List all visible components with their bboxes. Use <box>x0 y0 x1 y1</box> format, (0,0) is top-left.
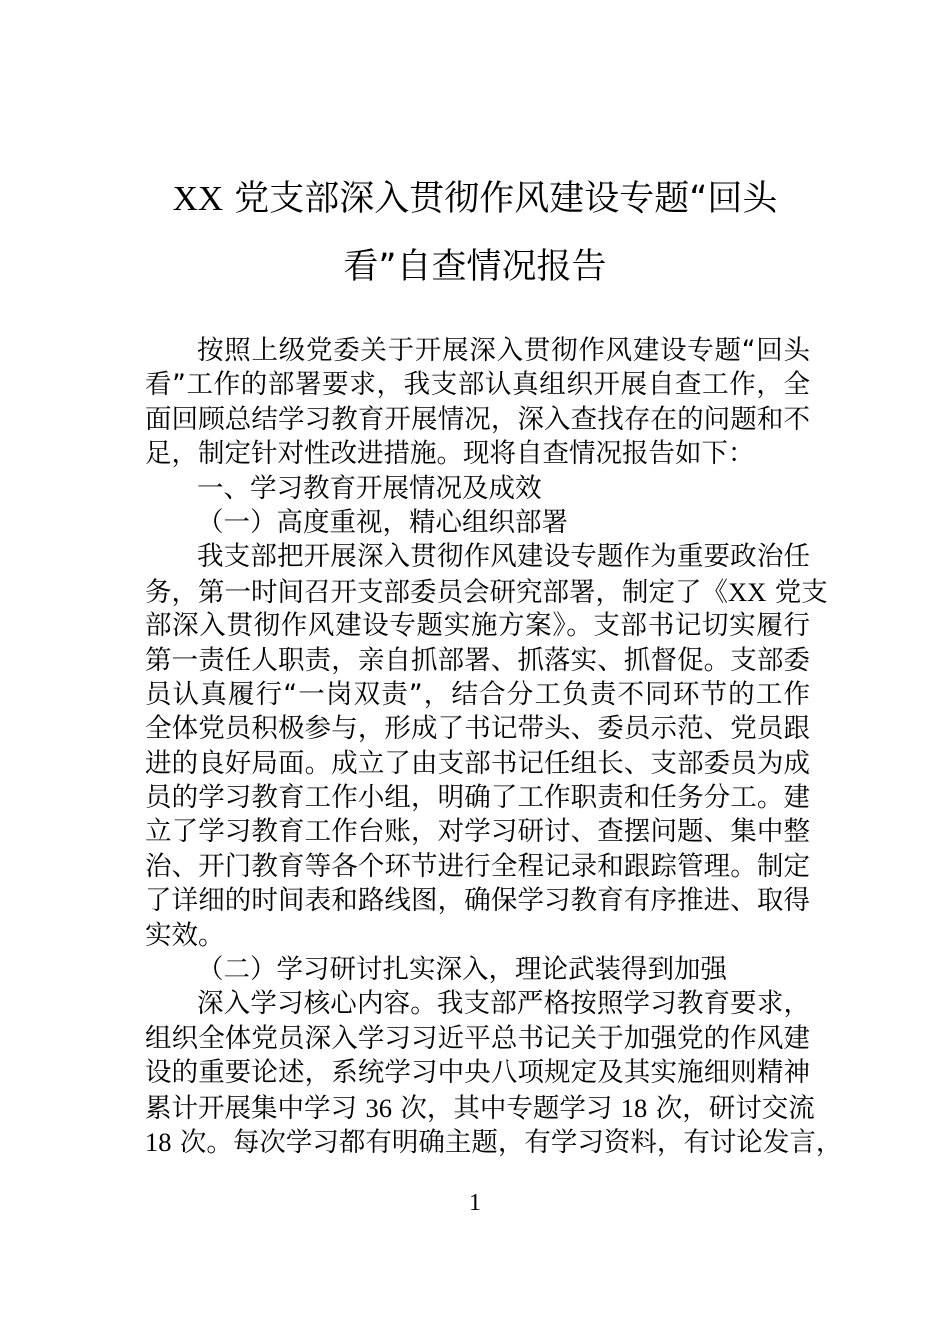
paragraph-line: 立了学习教育工作台账，对学习研讨、查摆问题、集中整 <box>145 816 810 848</box>
document-title-line-2: 看”自查情况报告 <box>343 247 607 287</box>
paragraph-line <box>145 1125 843 1159</box>
intro-line: 面回顾总结学习教育开展情况，深入查找存在的问题和不 <box>145 403 810 435</box>
intro-line: 按照上级党委关于开展深入贯彻作风建设专题“回头 <box>197 335 810 366</box>
paragraph-line: 设的重要论述，系统学习中央八项规定及其实施细则精神 <box>145 1057 810 1089</box>
intro-line: 看”工作的部署要求，我支部认真组织开展自查工作，全 <box>145 369 810 401</box>
paragraph-line-text: 务，第一时间召开支部委员会研究部署，制定了《 <box>145 576 728 608</box>
document-title-line-1 <box>0 176 950 222</box>
title-line-1-text: 党支部深入贯彻作风建设专题“回头 <box>223 179 778 219</box>
paragraph-line: 第一责任人职责，亲自抓部署、抓落实、抓督促。支部委 <box>145 644 810 676</box>
stat-special-topic-sessions: 18 <box>620 1092 648 1123</box>
paragraph-line-text: 次，其中专题学习 <box>391 1092 621 1124</box>
stat-discussion-sessions: 18 <box>145 1126 172 1157</box>
subsection-heading-2: （二）学习研讨扎实深入，理论武装得到加强 <box>197 954 727 986</box>
plan-name-xx: XX <box>728 576 767 607</box>
section-heading-1: 一、学习教育开展情况及成效 <box>197 472 542 504</box>
paragraph-line-text: 次，研讨交流 <box>647 1092 815 1124</box>
intro-line: 足，制定针对性改进措施。现将自查情况报告如下： <box>145 438 755 470</box>
paragraph-line: 治、开门教育等各个环节进行全程记录和跟踪管理。制定 <box>145 850 810 882</box>
stat-total-sessions: 36 <box>365 1092 392 1123</box>
paragraph-line: 全体党员积极参与，形成了书记带头、委员示范、党员跟 <box>145 713 810 745</box>
paragraph-line: 组织全体党员深入学习习近平总书记关于加强党的作风建 <box>145 1022 810 1054</box>
paragraph-line <box>145 1091 815 1125</box>
document-body <box>145 334 843 1159</box>
page-number: 1 <box>469 1190 481 1216</box>
title-xx: XX <box>172 179 224 218</box>
paragraph-line: 了详细的时间表和路线图，确保学习教育有序推进、取得 <box>145 885 810 917</box>
paragraph-line <box>145 575 828 609</box>
paragraph-line-text: 累计开展集中学习 <box>145 1092 366 1124</box>
paragraph-line: 员的学习教育工作小组，明确了工作职责和任务分工。建 <box>145 782 810 814</box>
paragraph-line: 进的良好局面。成立了由支部书记任组长、支部委员为成 <box>145 747 810 779</box>
paragraph-line: 我支部把开展深入贯彻作风建设专题作为重要政治任 <box>197 541 810 573</box>
paragraph-line-text: 次。每次学习都有明确主题，有学习资料，有讨论发言， <box>171 1126 843 1158</box>
subsection-heading-1: （一）高度重视，精心组织部署 <box>197 506 568 538</box>
paragraph-line: 深入学习核心内容。我支部严格按照学习教育要求， <box>197 988 810 1020</box>
paragraph-line: 员认真履行“一岗双责”，结合分工负责不同环节的工作 <box>145 678 810 710</box>
paragraph-line: 实效。 <box>145 919 225 951</box>
paragraph-line-text: 党支 <box>766 576 828 608</box>
paragraph-line: 部深入贯彻作风建设专题实施方案》。支部书记切实履行 <box>145 610 810 642</box>
